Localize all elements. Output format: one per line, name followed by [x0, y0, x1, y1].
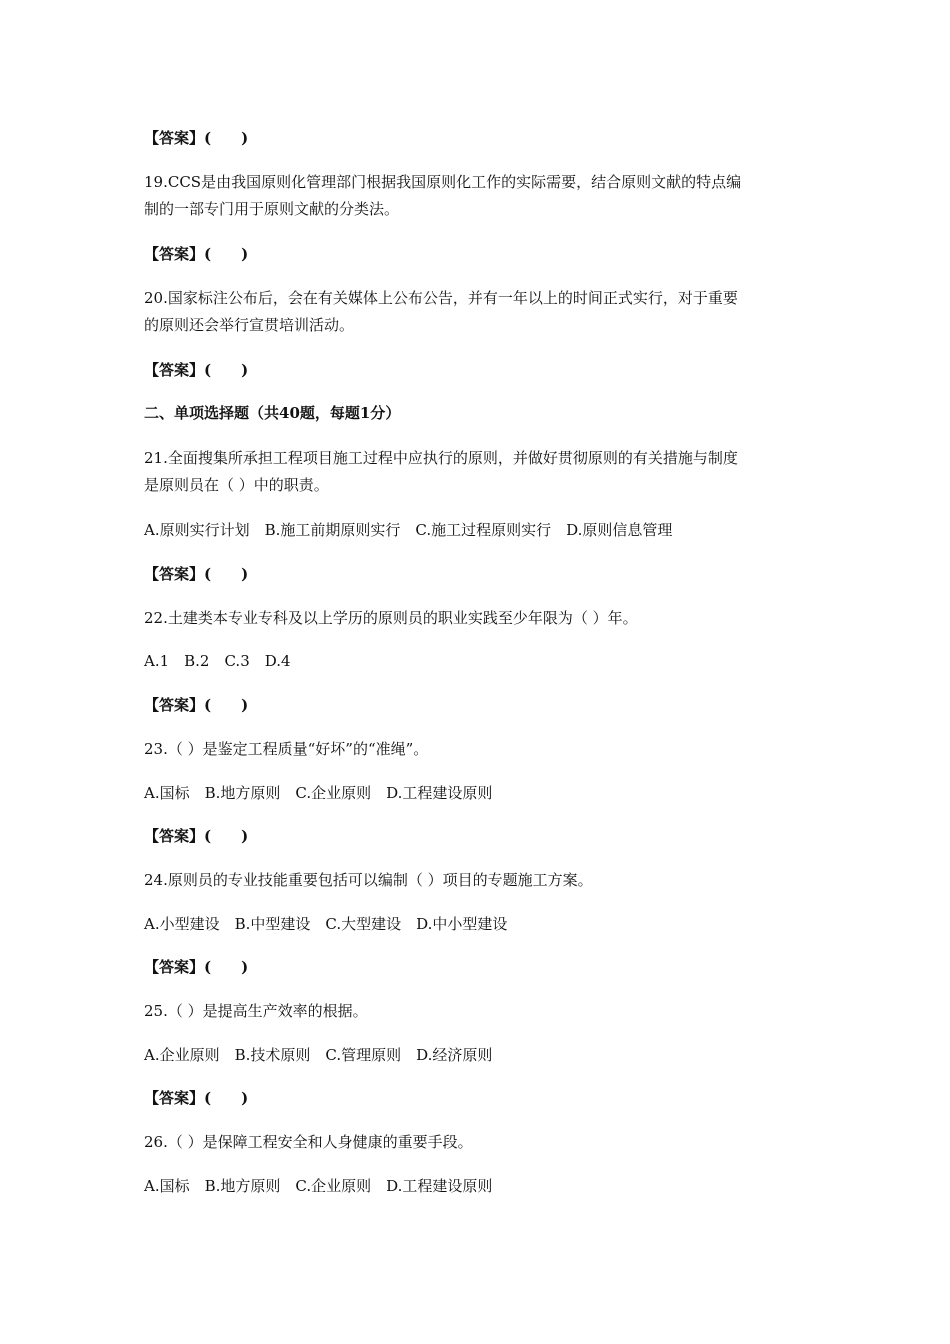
answer-blank-21: 【答案】( ) — [144, 565, 249, 583]
question-21-line-1: 21.全面搜集所承担工程项目施工过程中应执行的原则，并做好贯彻原则的有关措施与制度 — [144, 449, 738, 467]
question-21-line-2: 是原则员在（ ）中的职责。 — [144, 476, 329, 494]
question-24-options: A.小型建设 B.中型建设 C.大型建设 D.中小型建设 — [144, 915, 508, 933]
question-26-options: A.国标 B.地方原则 C.企业原则 D.工程建设原则 — [144, 1177, 493, 1195]
question-24-line-1: 24.原则员的专业技能重要包括可以编制（ ）项目的专题施工方案。 — [144, 871, 593, 889]
answer-blank-23: 【答案】( ) — [144, 827, 249, 845]
section-heading-single-choice: 二、单项选择题（共40题，每题1分） — [144, 404, 401, 422]
answer-blank-24: 【答案】( ) — [144, 958, 249, 976]
question-22-options: A.1 B.2 C.3 D.4 — [144, 652, 291, 670]
question-23-line-1: 23.（ ）是鉴定工程质量“好坏”的“准绳”。 — [144, 740, 429, 758]
question-26-line-1: 26.（ ）是保障工程安全和人身健康的重要手段。 — [144, 1133, 473, 1151]
question-19-line-1: 19.CCS是由我国原则化管理部门根据我国原则化工作的实际需要，结合原则文献的特点编 — [144, 173, 742, 191]
question-19-line-2: 制的一部专门用于原则文献的分类法。 — [144, 200, 400, 218]
question-23-options: A.国标 B.地方原则 C.企业原则 D.工程建设原则 — [144, 784, 493, 802]
answer-blank-25: 【答案】( ) — [144, 1089, 249, 1107]
answer-blank-20: 【答案】( ) — [144, 361, 249, 379]
answer-blank-19: 【答案】( ) — [144, 245, 249, 263]
question-20-line-2: 的原则还会举行宣贯培训活动。 — [144, 316, 355, 334]
question-20-line-1: 20.国家标注公布后，会在有关媒体上公布公告，并有一年以上的时间正式实行，对于重要 — [144, 289, 738, 307]
answer-blank-22: 【答案】( ) — [144, 696, 249, 714]
question-21-options: A.原则实行计划 B.施工前期原则实行 C.施工过程原则实行 D.原则信息管理 — [144, 521, 673, 539]
question-22-line-1: 22.土建类本专业专科及以上学历的原则员的职业实践至少年限为（ ）年。 — [144, 609, 638, 627]
answer-blank-18: 【答案】( ) — [144, 129, 249, 147]
question-25-line-1: 25.（ ）是提高生产效率的根据。 — [144, 1002, 368, 1020]
question-25-options: A.企业原则 B.技术原则 C.管理原则 D.经济原则 — [144, 1046, 493, 1064]
